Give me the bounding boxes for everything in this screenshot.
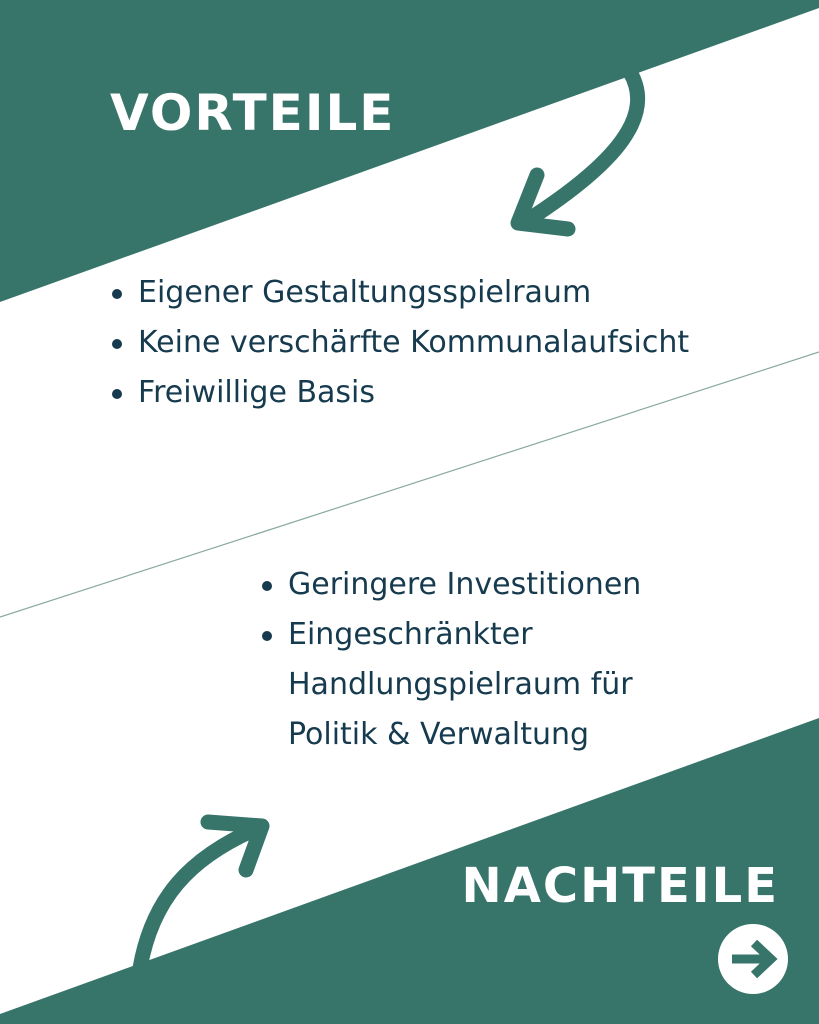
- nachteile-heading: NACHTEILE: [461, 858, 779, 914]
- list-item: Geringere Investitionen: [260, 560, 720, 610]
- vorteile-heading: VORTEILE: [110, 84, 396, 142]
- list-item: Eigener Gestaltungsspielraum: [110, 268, 790, 318]
- list-item: Keine verschärfte Kommunalaufsicht: [110, 318, 790, 368]
- list-item: Freiwillige Basis: [110, 368, 790, 418]
- top-green-band: [0, 0, 819, 302]
- list-item: Eingeschränkter Handlungspielraum für Politik & Verwaltung: [260, 610, 720, 760]
- arrow-right-circle-icon: [716, 922, 790, 996]
- nachteile-list: [260, 560, 720, 760]
- next-button[interactable]: [716, 922, 790, 996]
- vorteile-list: [110, 268, 790, 418]
